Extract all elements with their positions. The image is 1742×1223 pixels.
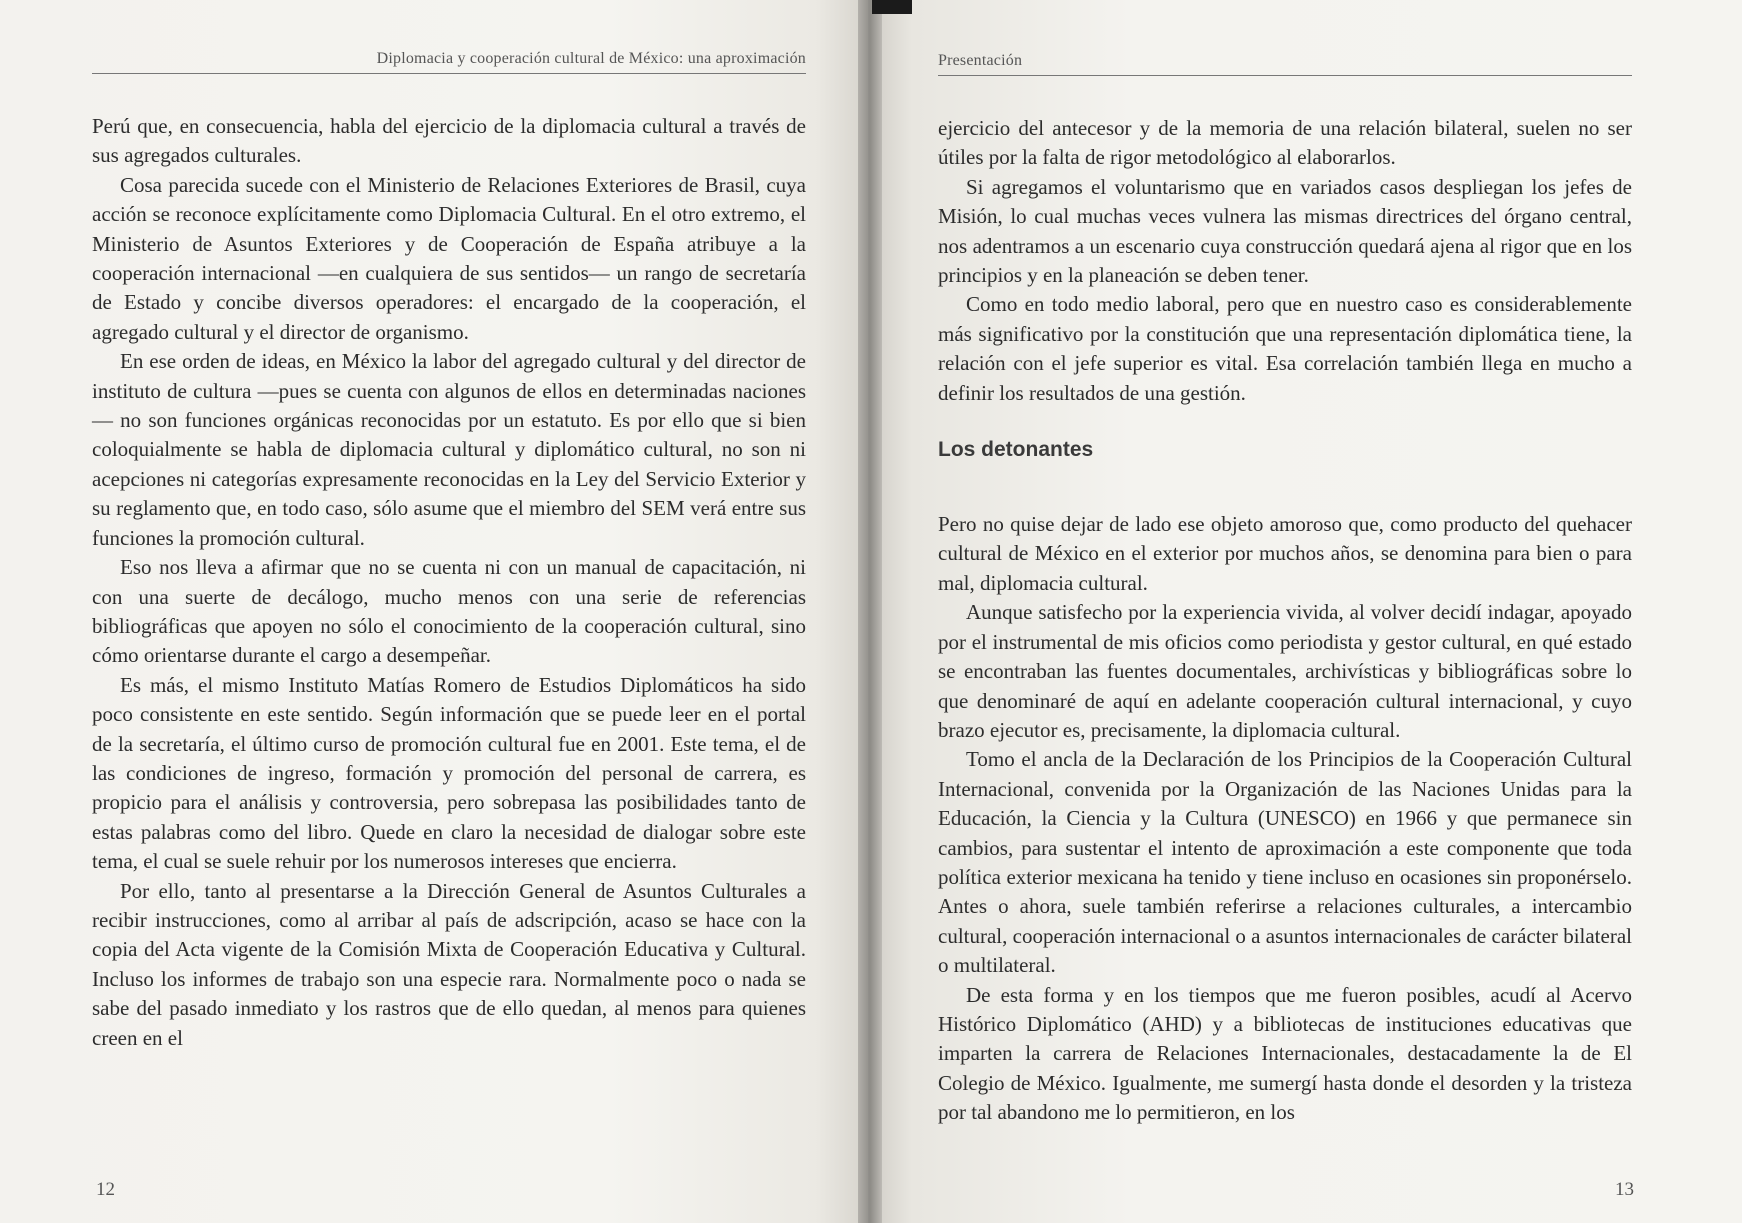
paragraph: Perú que, en consecuencia, habla del ejercicio de la diplomacia cultural a través de sus agregados culturales. — [92, 114, 806, 168]
paragraph: Aunque satisfecho por la experiencia vivida, al volver decidí indagar, apoyado por el instrumental de mis oficios como periodista y gestor cultural, en qué estado se encontraban las fuentes documentales, archivísticas y bibliográficas sobre lo que denominaré de aquí en adelante cooperación cultural internacional, y cuyo brazo ejecutor es, precisamente, la diplomacia cultural. — [938, 600, 1632, 742]
left-page-body — [92, 112, 806, 1053]
paragraph: Cosa parecida sucede con el Ministerio de Relaciones Exteriores de Brasil, cuya acción se reconoce explícitamente como Diplomacia Cultural. En el otro extremo, el Ministerio de Asuntos Exteriores y de Cooperación de España atribuye a la cooperación internacional —en cualquiera de sus sentidos— un rango de secretaría de Estado y concibe diversos operadores: el encargado de la cooperación, el agregado cultural y el director de organismo. — [92, 172, 806, 344]
paragraph: En ese orden de ideas, en México la labor del agregado cultural y del director de instituto de cultura —pues se cuenta con algunos de ellos en determinadas naciones— no son funciones orgánicas reconocidas por un estatuto. Es por ello que si bien coloquialmente se habla de diplomacia cultural y diplomático cultural, no son ni acepciones ni categorías expresamente reconocidas en la Ley del Servicio Exterior y su reglamento que, en todo caso, sólo asume que el miembro del SEM verá entre sus funciones la promoción cultural. — [92, 349, 806, 550]
page-number-right: 13 — [1615, 1179, 1634, 1200]
book-gutter-shadow — [858, 0, 882, 1223]
paragraph: Tomo el ancla de la Declaración de los Principios de la Cooperación Cultural Internacional, convenida por la Organización de las Naciones Unidas para la Educación, la Ciencia y la Cultura (UNESCO) en 1966 y que permanece sin cambios, para sustentar el intento de aproximación a este componente que toda política exterior mexicana ha tenido y tiene incluso en ocasiones sin proponérselo. Antes o ahora, suele también referirse a relaciones culturales, a intercambio cultural, cooperación internacional o a asuntos internacionales de carácter bilateral o multilateral. — [938, 747, 1632, 978]
right-page — [868, 0, 1742, 1223]
right-page-body — [938, 114, 1632, 1128]
paragraph: Pero no quise dejar de lado ese objeto amoroso que, como producto del quehacer cultural de México en el exterior por muchos años, se denomina para bien o para mal, diplomacia cultural. — [938, 512, 1632, 595]
page-number-left: 12 — [96, 1179, 115, 1200]
left-page — [0, 0, 868, 1223]
paragraph: ejercicio del antecesor y de la memoria de una relación bilateral, suelen no ser útiles por la falta de rigor metodológico al elaborarlos. — [938, 116, 1632, 170]
paragraph: Eso nos lleva a afirmar que no se cuenta ni con un manual de capacitación, ni con una suerte de decálogo, mucho menos con una serie de referencias bibliográficas que apoyen no sólo el conocimiento de la cooperación cultural, sino cómo orientarse durante el cargo a desempeñar. — [92, 555, 806, 668]
paragraph: Como en todo medio laboral, pero que en nuestro caso es considerablemente más significativo por la constitución que una representación diplomática tiene, la relación con el jefe superior es vital. Esa correlación también llega en mucho a definir los resultados de una gestión. — [938, 292, 1632, 405]
page-corner-shadow — [872, 0, 912, 14]
paragraph: Es más, el mismo Instituto Matías Romero de Estudios Diplomáticos ha sido poco consistente en este sentido. Según información que se puede leer en el portal de la secretaría, el último curso de promoción cultural fue en 2001. Este tema, el de las condiciones de ingreso, formación y promoción del personal de carrera, es propicio para el análisis y controversia, pero sobrepasa las posibilidades tanto de estas palabras como del libro. Quede en claro la necesidad de dialogar sobre este tema, el cual se suele rehuir por los numerosos intereses que encierra. — [92, 672, 806, 874]
section-heading: Los detonantes — [938, 438, 1094, 462]
right-running-head: Presentación — [938, 52, 1632, 76]
paragraph: Si agregamos el voluntarismo que en variados casos despliegan los jefes de Misión, lo cual muchas veces vulnera las mismas directrices del órgano central, nos adentramos a un escenario cuya construcción quedará ajena al rigor que en los principios y en la planeación se deben tener. — [938, 174, 1632, 288]
paragraph: De esta forma y en los tiempos que me fueron posibles, acudí al Acervo Histórico Diplomático (AHD) y a bibliotecas de instituciones educativas que imparten la carrera de Relaciones Internacionales, destacadamente la de El Colegio de México. Igualmente, me sumergí hasta donde el desorden y la tristeza por tal abandono me lo permitieron, en los — [938, 982, 1632, 1125]
paragraph: Por ello, tanto al presentarse a la Dirección General de Asuntos Culturales a recibir instrucciones, como al arribar al país de adscripción, acaso se hace con la copia del Acta vigente de la Comisión Mixta de Cooperación Educativa y Cultural. Incluso los informes de trabajo son una especie rara. Normalmente poco o nada se sabe del pasado inmediato y los rastros que de ello quedan, al menos para quienes creen en el — [92, 878, 806, 1050]
left-running-head: Diplomacia y cooperación cultural de México: una aproximación — [92, 50, 806, 74]
